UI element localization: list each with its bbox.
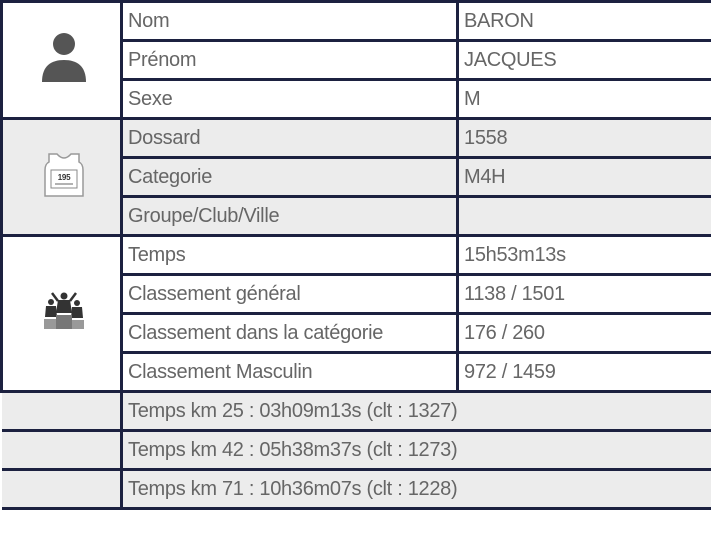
identity-icon-cell — [2, 2, 122, 119]
label-categorie: Categorie — [122, 158, 458, 197]
split-row — [2, 470, 711, 509]
label-classement-masculin: Classement Masculin — [122, 353, 458, 392]
person-icon — [39, 30, 89, 90]
label-temps: Temps — [122, 236, 458, 275]
value-sexe: M — [458, 80, 711, 119]
split-blank-cell — [2, 470, 122, 509]
table-row — [2, 2, 711, 41]
split-blank-cell — [2, 431, 122, 470]
value-classement-masculin: 972 / 1459 — [458, 353, 711, 392]
label-classement-categorie: Classement dans la catégorie — [122, 314, 458, 353]
value-club — [458, 197, 711, 236]
race-icon-cell — [2, 119, 122, 236]
result-icon-cell — [2, 236, 122, 392]
value-temps: 15h53m13s — [458, 236, 711, 275]
table-row — [2, 119, 711, 158]
split-km42: Temps km 42 : 05h38m37s (clt : 1273) — [122, 431, 711, 470]
svg-text:195: 195 — [57, 173, 71, 182]
table-row — [2, 236, 711, 275]
label-sexe: Sexe — [122, 80, 458, 119]
split-blank-cell — [2, 392, 122, 431]
split-row — [2, 431, 711, 470]
label-nom: Nom — [122, 2, 458, 41]
bib-icon — [43, 150, 85, 204]
value-dossard: 1558 — [458, 119, 711, 158]
value-prenom: JACQUES — [458, 41, 711, 80]
value-categorie: M4H — [458, 158, 711, 197]
split-km71: Temps km 71 : 10h36m07s (clt : 1228) — [122, 470, 711, 509]
split-km25: Temps km 25 : 03h09m13s (clt : 1327) — [122, 392, 711, 431]
podium-icon — [42, 291, 86, 337]
label-dossard: Dossard — [122, 119, 458, 158]
label-prenom: Prénom — [122, 41, 458, 80]
value-nom: BARON — [458, 2, 711, 41]
value-classement-categorie: 176 / 260 — [458, 314, 711, 353]
split-row — [2, 392, 711, 431]
label-club: Groupe/Club/Ville — [122, 197, 458, 236]
value-classement-general: 1138 / 1501 — [458, 275, 711, 314]
label-classement-general: Classement général — [122, 275, 458, 314]
